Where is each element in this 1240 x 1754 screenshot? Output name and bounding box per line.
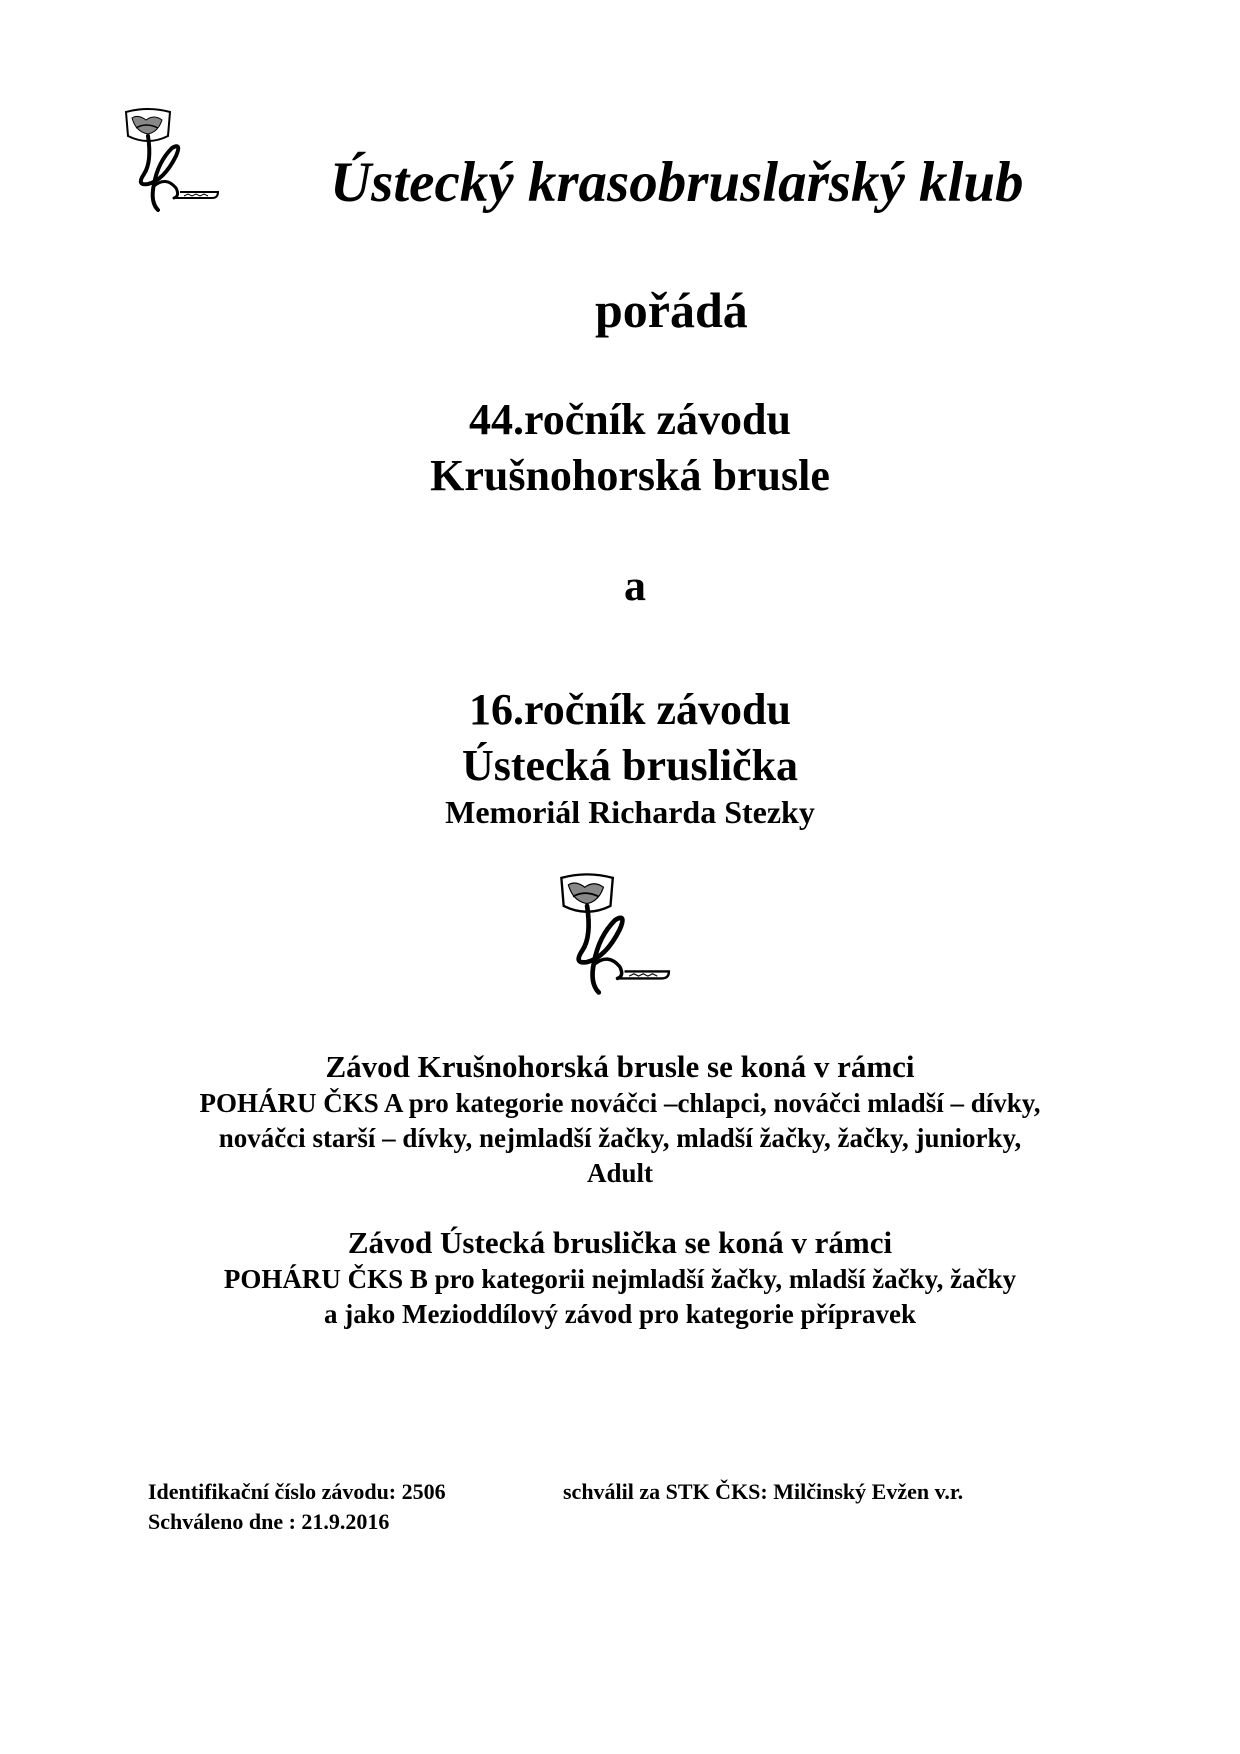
club-name: Ústecký krasobruslařský klub xyxy=(330,151,1024,214)
race1-name: Krušnohorská brusle xyxy=(430,451,830,500)
race2-info-lead: Závod Ústecká bruslička se koná v rámci xyxy=(347,1225,893,1260)
race1-info-lead: Závod Krušnohorská brusle se koná v rámci xyxy=(325,1049,915,1084)
race2-heading xyxy=(10,682,1240,794)
race1-info-line: nováčci starší – dívky, nejmladší žačky, mladší žačky, žačky, juniorky, xyxy=(218,1123,1022,1153)
footer-identification xyxy=(148,1477,446,1537)
race-id-label: Identifikační číslo závodu: 2506 xyxy=(148,1479,446,1504)
race1-heading xyxy=(10,392,1240,504)
race2-info-line: POHÁRU ČKS B pro kategorii nejmladší žačky, mladší žačky, žačky xyxy=(223,1264,1017,1294)
race2-info-line: a jako Mezioddílový závod pro kategorie přípravek xyxy=(324,1299,916,1329)
race2-memorial: Memoriál Richarda Stezky xyxy=(445,794,815,830)
footer-approval xyxy=(563,1477,963,1507)
skate-logo-icon xyxy=(118,102,248,218)
approved-date: Schváleno dne : 21.9.2016 xyxy=(148,1509,390,1534)
race2-edition: 16.ročník závodu xyxy=(469,685,791,734)
organizes-text: pořádá xyxy=(595,282,748,338)
race1-info xyxy=(0,1048,1240,1191)
race1-edition: 44.ročník závodu xyxy=(469,395,791,444)
skate-logo-icon xyxy=(552,866,704,1002)
approved-by: schválil za STK ČKS: Milčinský Evžen v.r. xyxy=(563,1479,964,1504)
connector-text: a xyxy=(624,561,646,610)
race2-info xyxy=(0,1224,1240,1332)
race1-info-line: Adult xyxy=(586,1158,654,1188)
race2-name: Ústecká bruslička xyxy=(461,741,799,790)
race1-info-line: POHÁRU ČKS A pro kategorie nováčci –chlapci, nováčci mladší – dívky, xyxy=(199,1088,1041,1118)
